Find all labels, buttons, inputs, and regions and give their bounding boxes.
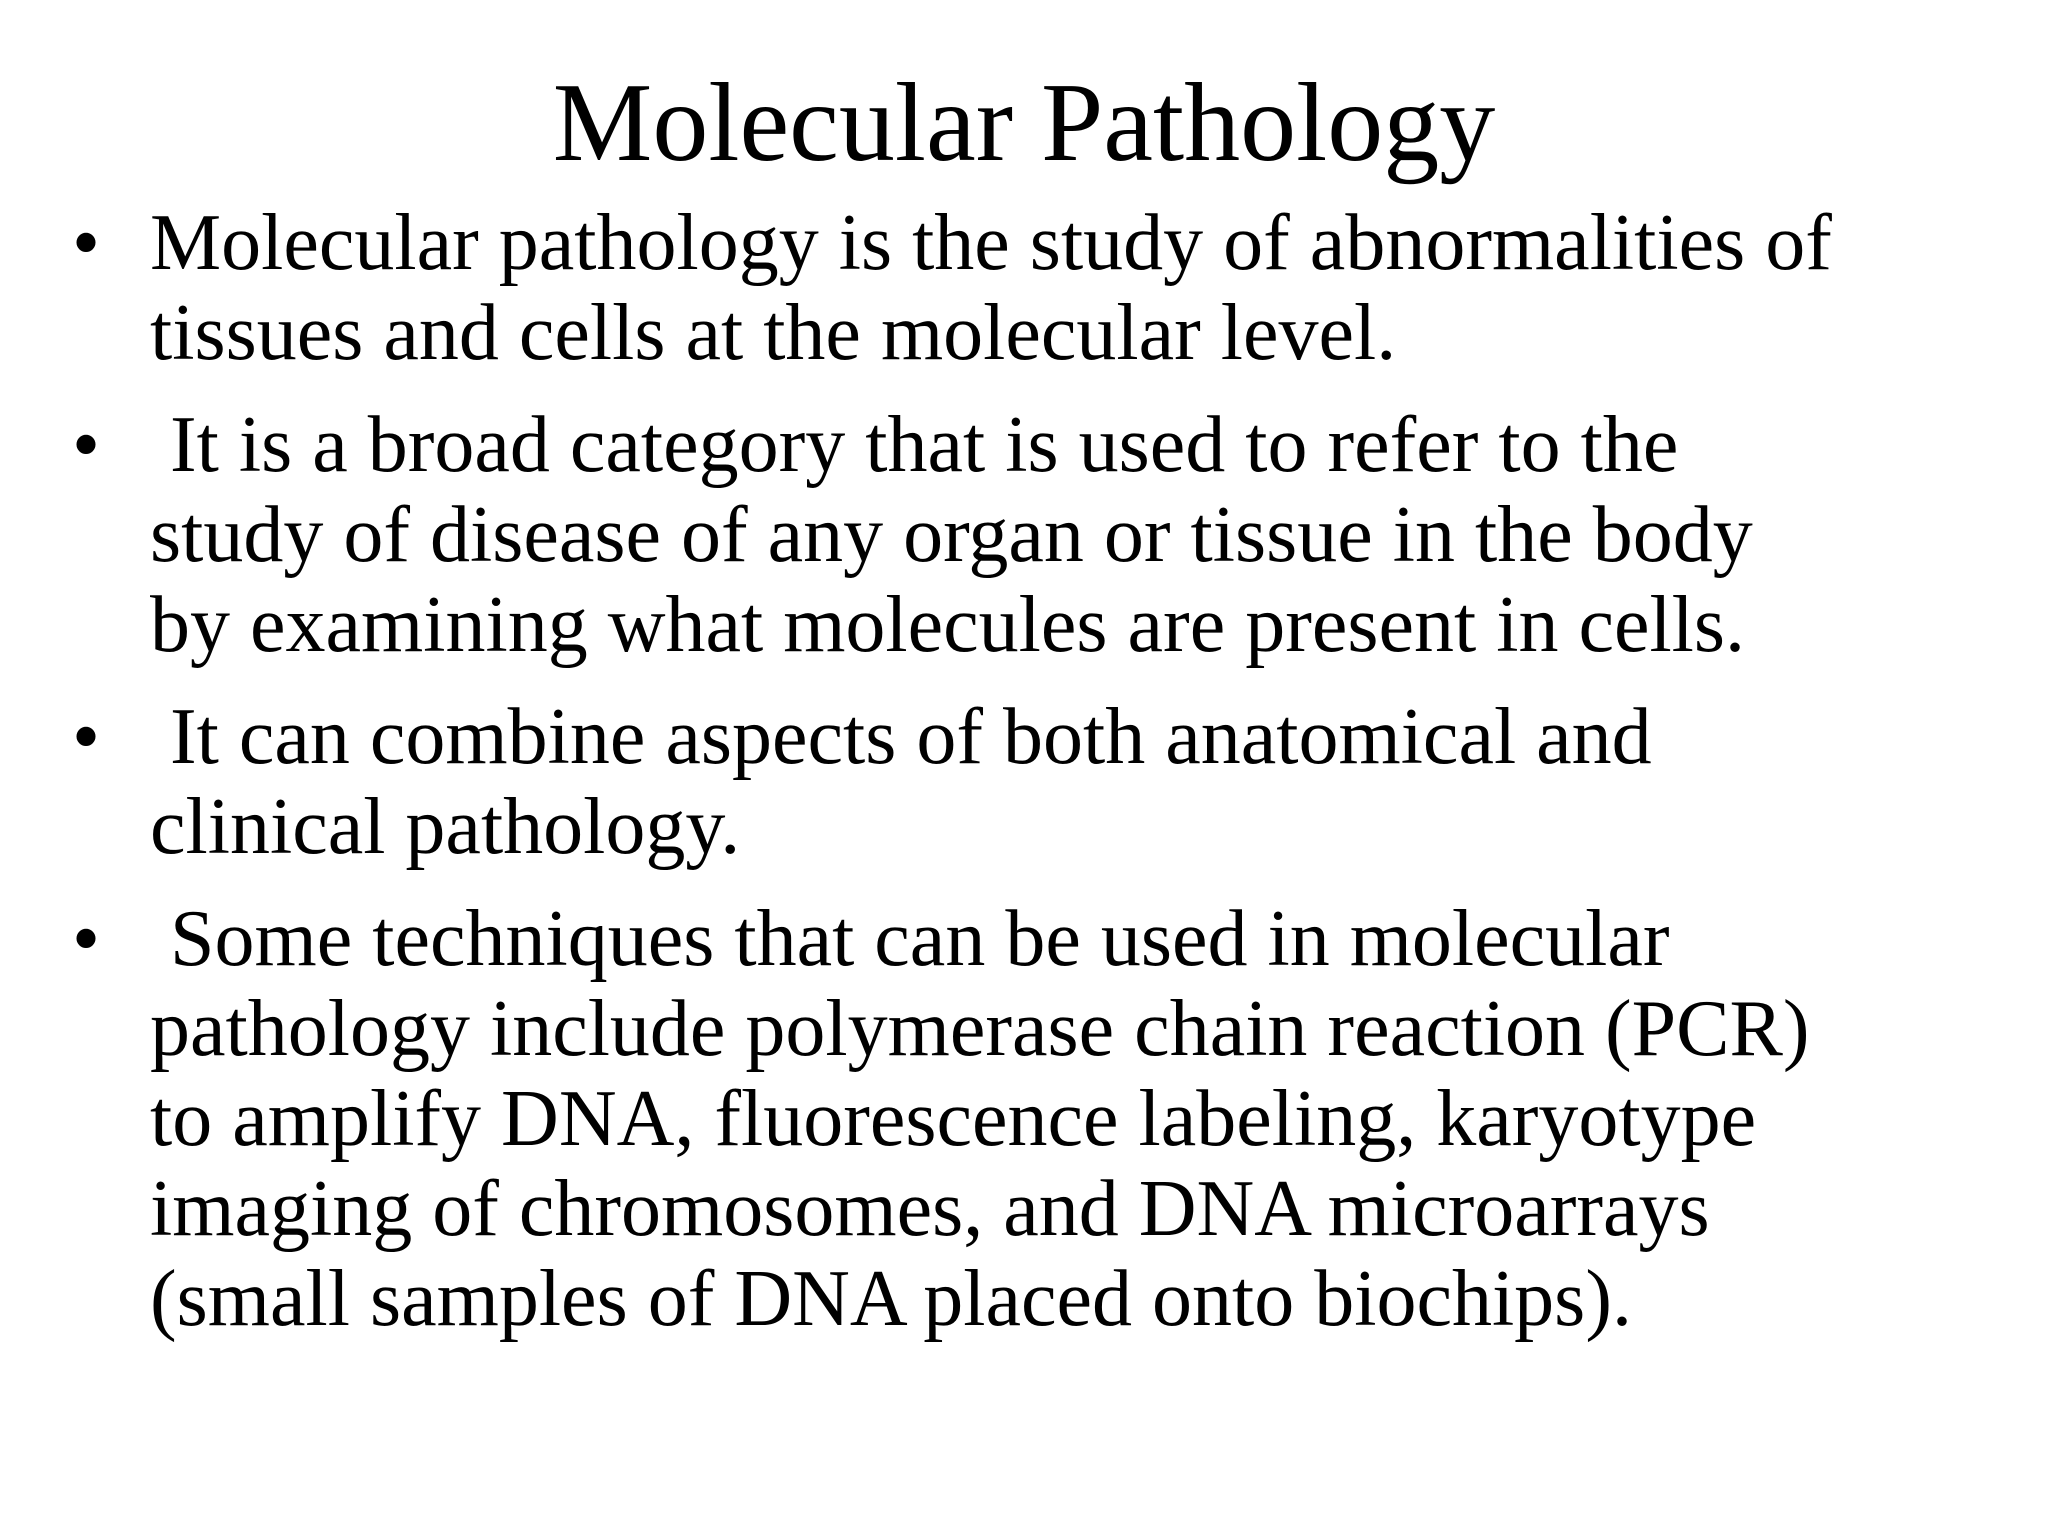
bullet-marker: • <box>72 693 101 781</box>
bullet-text <box>150 894 2012 1344</box>
bullet-marker: • <box>72 895 101 983</box>
bullet-marker: • <box>72 401 101 489</box>
bullet-line: Some techniques that can be used in molecular <box>150 895 1670 983</box>
bullet-line: study of disease of any organ or tissue in the body <box>150 491 1753 579</box>
bullet-line: Molecular pathology is the study of abnormalities of <box>150 199 1832 287</box>
bullet-marker: • <box>72 199 101 287</box>
bullet-line: It is a broad category that is used to refer to the <box>150 401 1679 489</box>
bullet-item <box>72 198 2012 378</box>
bullet-line: (small samples of DNA placed onto biochips). <box>150 1255 1632 1343</box>
bullet-item <box>72 692 2012 872</box>
bullet-line: by examining what molecules are present in cells. <box>150 581 1746 669</box>
bullet-text <box>150 400 2012 670</box>
bullet-line: tissues and cells at the molecular level. <box>150 289 1397 377</box>
bullet-item <box>72 894 2012 1344</box>
bullet-text <box>150 692 2012 872</box>
bullet-line: imaging of chromosomes, and DNA microarrays <box>150 1165 1710 1253</box>
slide-title: Molecular Pathology <box>552 61 1496 185</box>
bullet-line: It can combine aspects of both anatomical and <box>150 693 1652 781</box>
bullet-line: pathology include polymerase chain reaction (PCR) <box>150 985 1810 1073</box>
bullet-line: clinical pathology. <box>150 783 741 871</box>
bullet-list <box>72 198 2012 1366</box>
bullet-item <box>72 400 2012 670</box>
bullet-line: to amplify DNA, fluorescence labeling, karyotype <box>150 1075 1757 1163</box>
bullet-text <box>150 198 2012 378</box>
